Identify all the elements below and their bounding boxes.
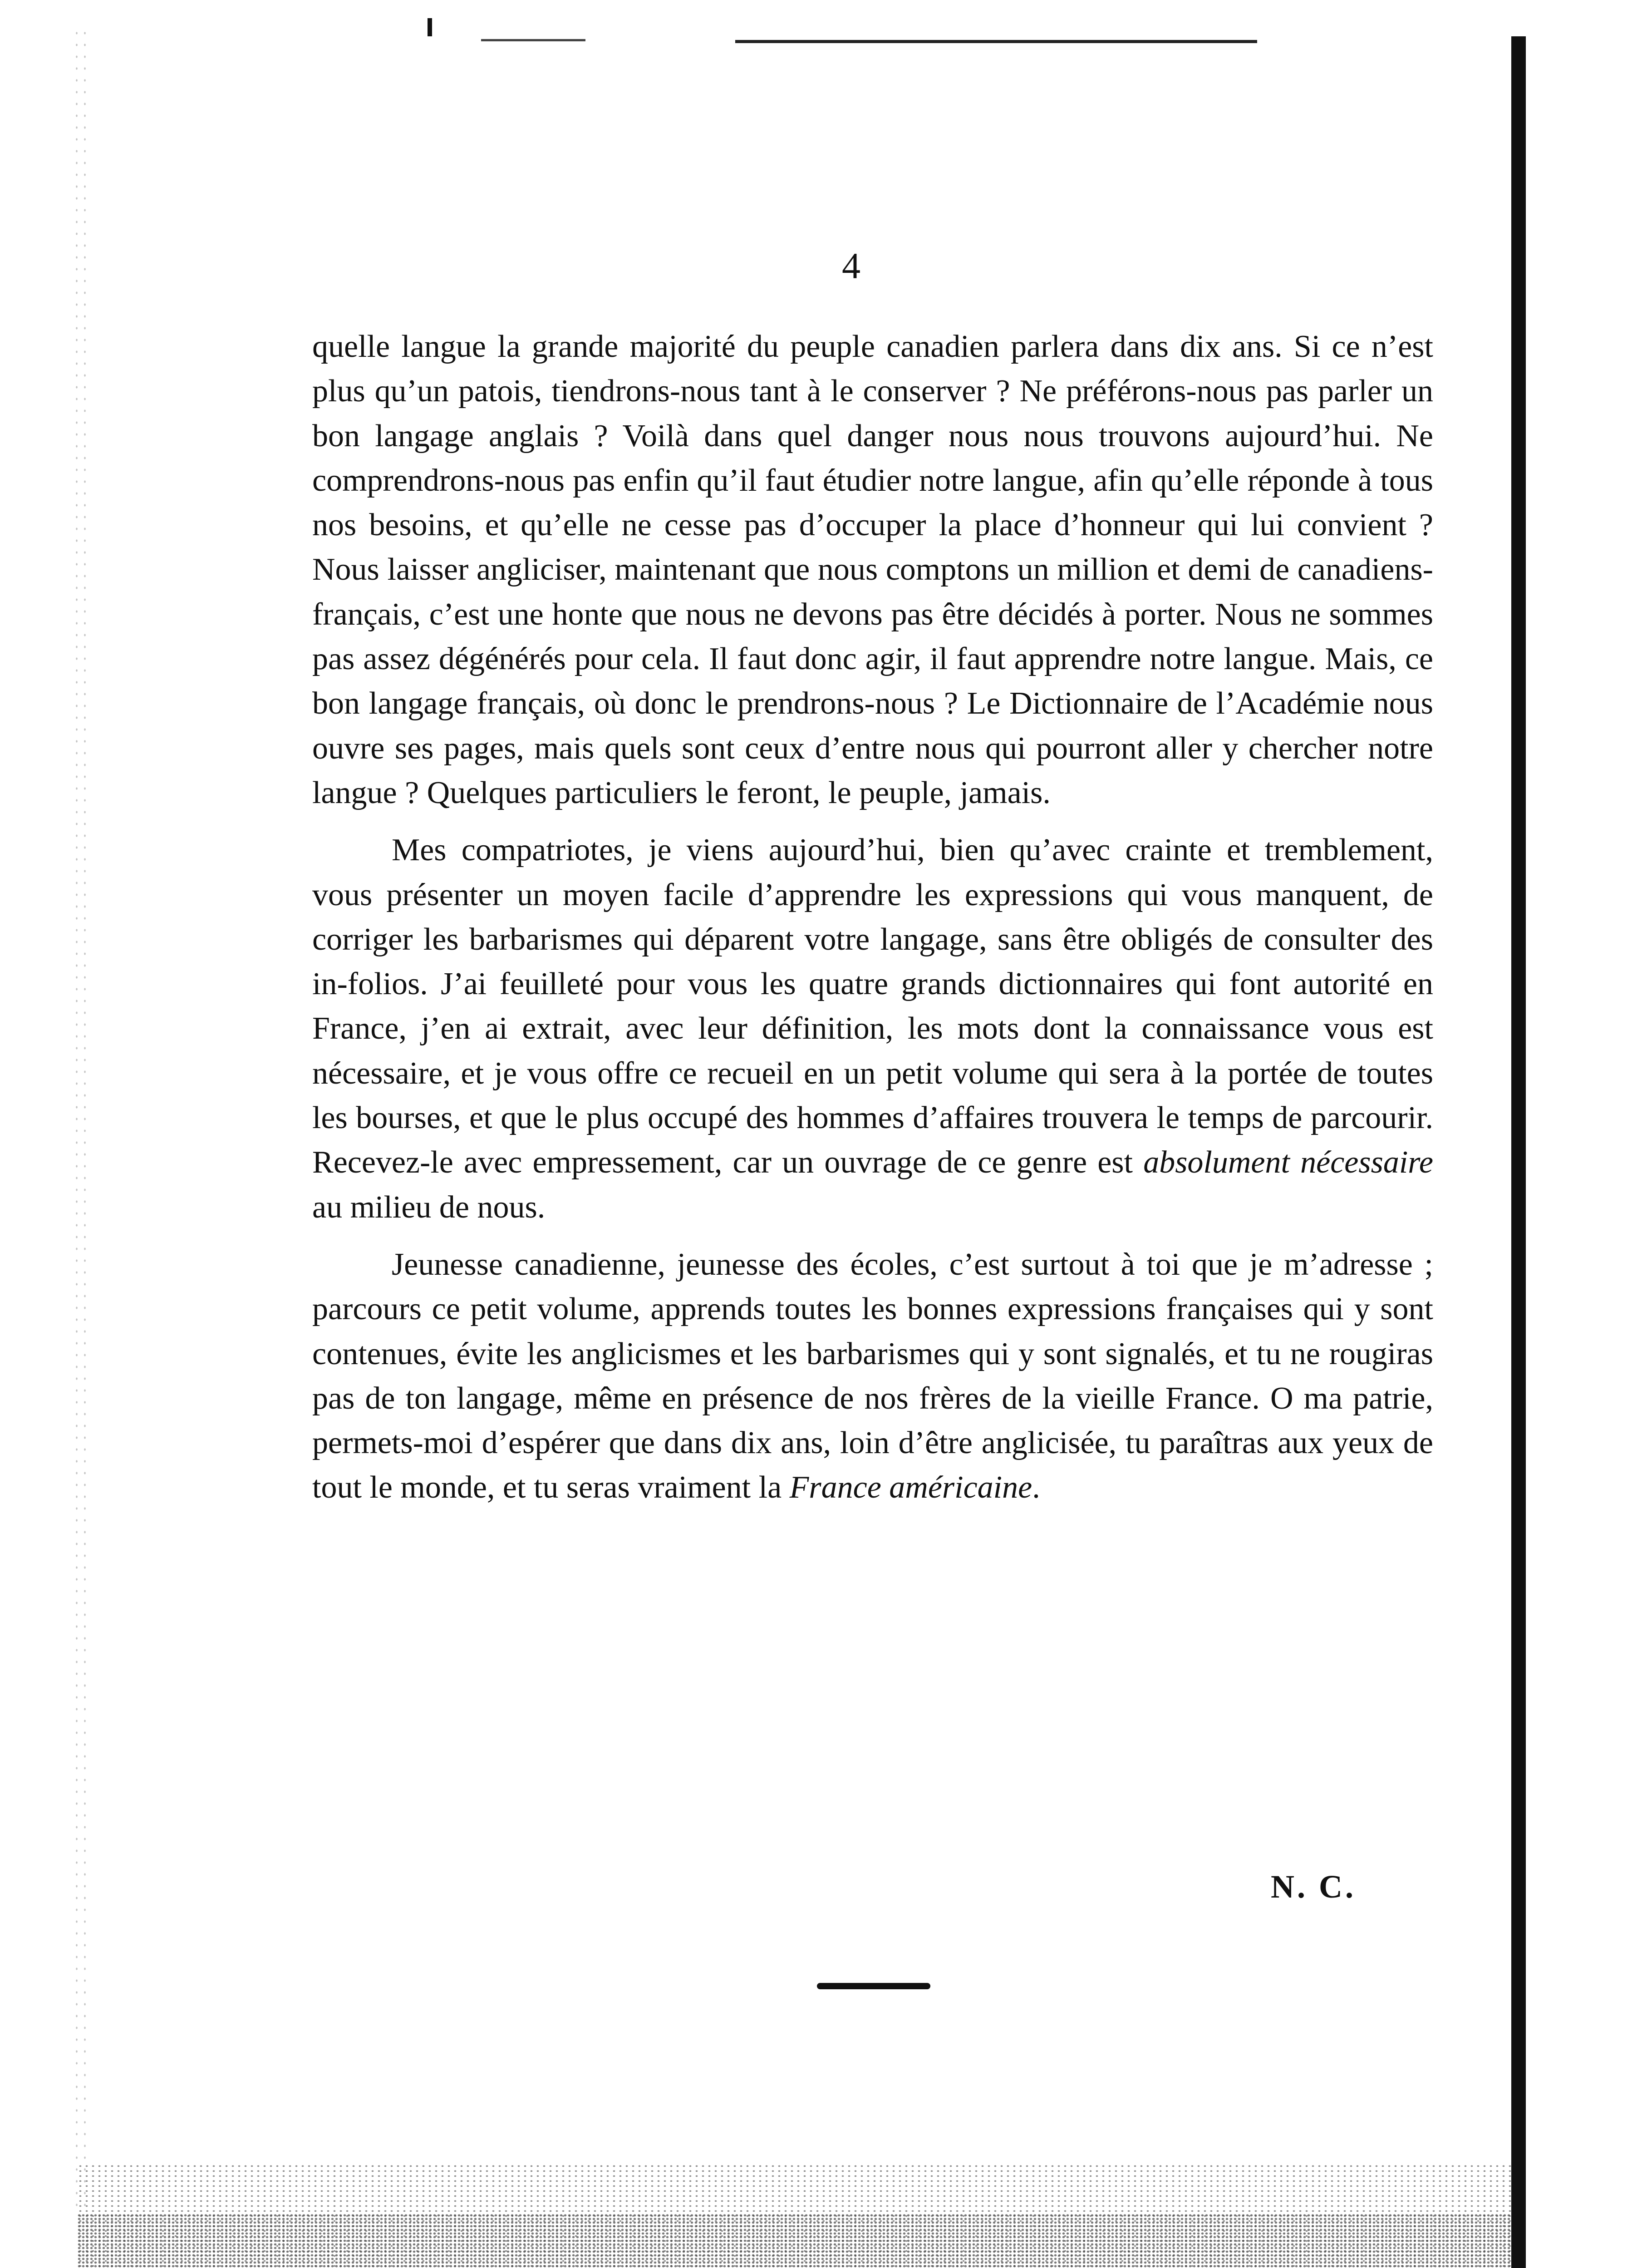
paragraph-text: . — [1032, 1470, 1040, 1505]
scan-mark — [428, 18, 432, 36]
scan-rule — [481, 39, 585, 41]
author-signature: N. C. — [1271, 1869, 1356, 1905]
scan-noise — [77, 2214, 1511, 2268]
paragraph-text: au milieu de nous. — [312, 1189, 546, 1225]
paragraph — [312, 828, 1433, 1230]
scan-noise — [73, 27, 91, 2206]
paragraph-text: Jeunesse canadienne, jeunesse des écoles, c’est surtout à toi que je m’adresse ; parcours ce petit volume, apprends toutes les bonnes expressions françaises qui y sont contenues, évite les anglicismes et les barbarismes qui y sont signalés, et tu ne rougiras pas de ton langage, même en présence de nos frères de la vieille France. O ma patrie, permets-moi d’espérer que dans dix ans, loin d’être anglicisée, tu paraîtras aux yeux de tout le monde, et tu seras vraiment la — [312, 1247, 1433, 1505]
binding-edge — [1511, 36, 1526, 2268]
paragraph-text: Mes compatriotes, je viens aujourd’hui, bien qu’avec crainte et tremblement, vous présenter un moyen facile d’apprendre les expressions qui vous manquent, de corriger les barbarismes qui déparent votre langage, sans être obligés de consulter des in-folios. J’ai feuilleté pour vous les quatre grands dictionnaires qui font autorité en France, j’en ai extrait, avec leur définition, les mots dont la connaissance vous est nécessaire, et je vous offre ce recueil en un petit volume qui sera à la portée de toutes les bourses, et que le plus occupé des hommes d’affaires trouvera le temps de parcourir. Recevez-le avec empressement, car un ouvrage de ce genre est — [312, 833, 1433, 1180]
paragraph: quelle langue la grande majorité du peuple canadien parlera dans dix ans. Si ce n’est plus qu’un patois, tiendrons-nous tant à le conserver ? Ne préférons-nous pas parler un bon langage anglais ? Voilà dans quel danger nous nous trouvons aujourd’hui. Ne comprendrons-nous pas enfin qu’il faut étudier notre langue, afin qu’elle réponde à tous nos besoins, et qu’elle ne cesse pas d’occuper la place d’honneur qui lui convient ? Nous laisser angliciser, maintenant que nous comptons un million et demi de canadiens-français, c’est une honte que nous ne devons pas être décidés à porter. Nous ne sommes pas assez dégénérés pour cela. Il faut donc agir, il faut apprendre notre langue. Mais, ce bon langage français, où donc le prendrons-nous ? Le Dictionnaire de l’Académie nous ouvre ses pages, mais quels sont ceux d’entre nous qui pourront aller y chercher notre langue ? Quelques particuliers le feront, le peuple, jamais. — [312, 329, 1433, 810]
paragraph — [312, 1242, 1433, 1510]
scan-rule — [735, 40, 1257, 43]
page-number: 4 — [842, 245, 860, 286]
emphasis-text: absolument nécessaire — [1143, 1145, 1433, 1180]
ornament-divider — [817, 1983, 930, 1989]
body-text — [312, 325, 1433, 1510]
emphasis-text: France américaine — [789, 1470, 1032, 1505]
